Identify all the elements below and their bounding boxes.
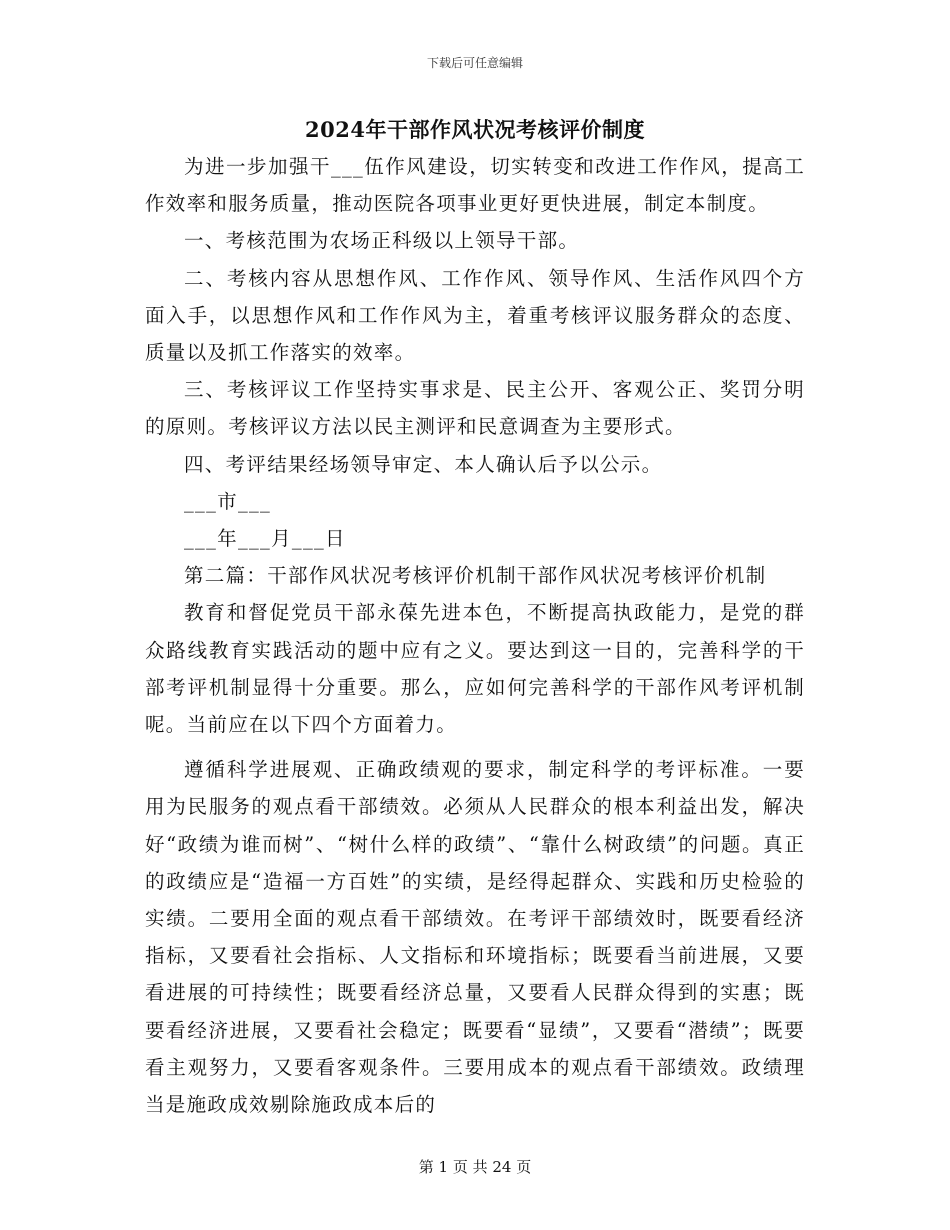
paragraph-education: 教育和督促党员干部永葆先进本色，不断提高执政能力，是党的群众路线教育实践活动的题中应有之义。要达到这一目的，完善科学的干部考评机制显得十分重要。那么，应如何完善科学的干部作风考评机制呢。当前应在以下四个方面着力。 (145, 601, 805, 737)
paragraph-principle: 三、考核评议工作坚持实事求是、民主公开、客观公正、奖罚分明的原则。考核评议方法以民主测评和民意调查为主要形式。 (145, 378, 805, 439)
paragraph-intro: 为进一步加强干___伍作风建设，切实转变和改进工作作风，提高工作效率和服务质量，推动医院各项事业更好更快进展，制定本制度。 (145, 155, 805, 216)
page-footer: 第 1 页 共 24 页 (418, 1158, 532, 1176)
section-two-heading: 第二篇：干部作风状况考核评价机制干部作风状况考核评价机制 (184, 564, 767, 588)
paragraph-result: 四、考评结果经场领导审定、本人确认后予以公示。 (184, 452, 663, 476)
document-title: 2024年干部作风状况考核评价制度 (305, 117, 645, 142)
page-header-note: 下载后可任意编辑 (426, 56, 523, 70)
paragraph-standards: 遵循科学进展观、正确政绩观的要求，制定科学的考评标准。一要用为民服务的观点看干部绩效。必须从人民群众的根本利益出发，解决好“政绩为谁而树”、“树什么样的政绩”、“靠什么树政绩”的问题。真正的政绩应是“造福一方百姓”的实绩，是经得起群众、实践和历史检验的实绩。二要用全面的观点看干部绩效。在考评干部绩效时，既要看经济指标，又要看社会指标、人文指标和环境指标；既要看当前进展，又要看进展的可持续性；既要看经济总量，又要看人民群众得到的实惠；既要看经济进展，又要看社会稳定；既要看“显绩”，又要看“潜绩”；既要看主观努力，又要看客观条件。三要用成本的观点看干部绩效。政绩理当是施政成效剔除施政成本后的 (145, 758, 805, 1117)
paragraph-content: 二、考核内容从思想作风、工作作风、领导作风、生活作风四个方面入手，以思想作风和工作作风为主，着重考核评议服务群众的态度、质量以及抓工作落实的效率。 (145, 266, 805, 365)
signature-date: ___年___月___日 (184, 527, 346, 551)
signature-city: ___市___ (184, 489, 272, 513)
paragraph-scope: 一、考核范围为农场正科级以上领导干部。 (184, 229, 580, 253)
document-body (145, 148, 805, 1123)
